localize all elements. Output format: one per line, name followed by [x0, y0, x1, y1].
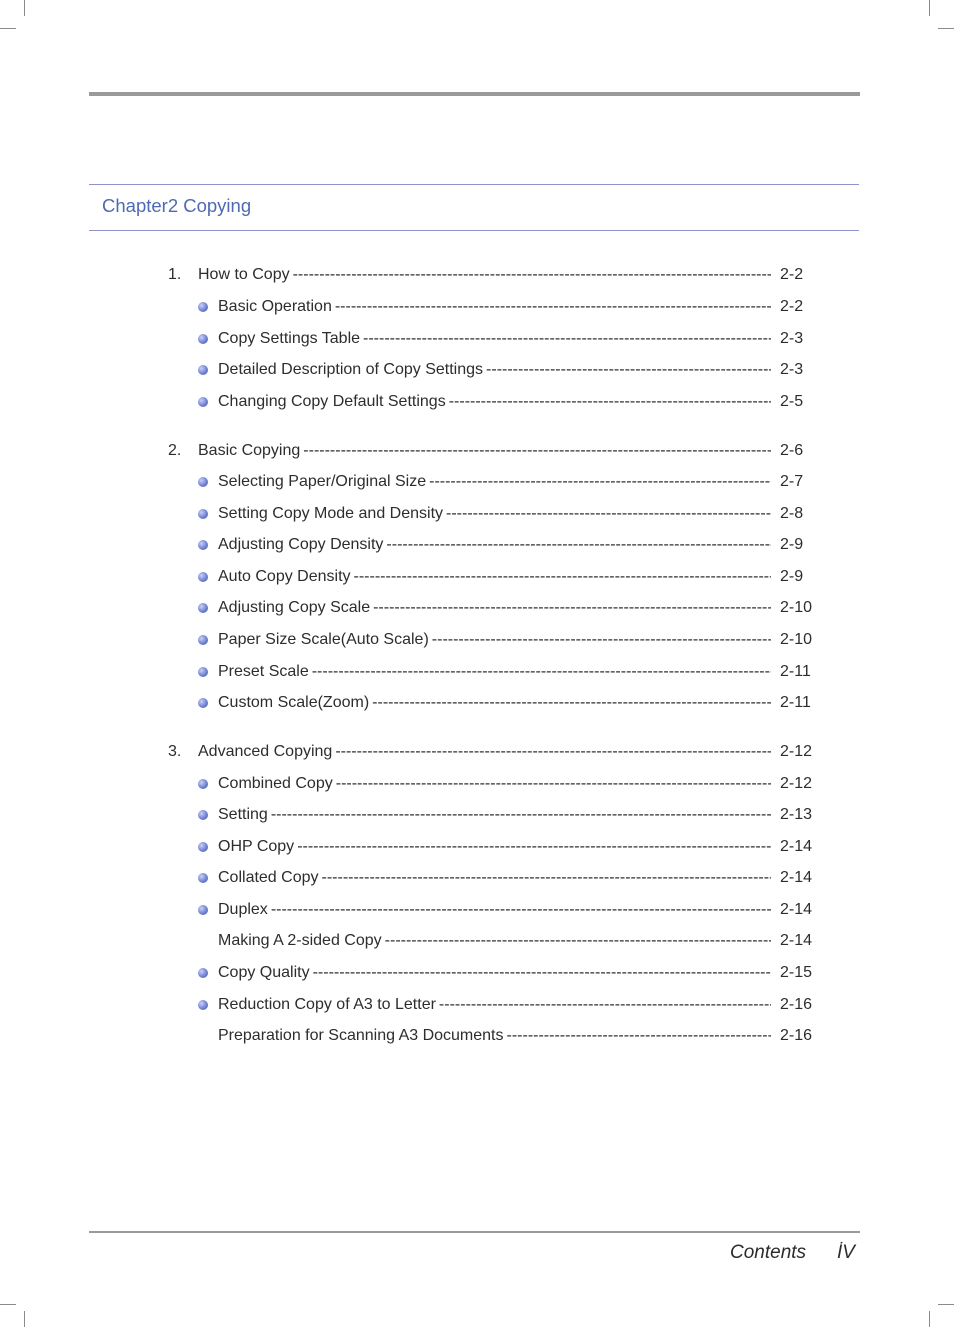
toc-entry-page: 2-10: [780, 631, 813, 648]
crop-mark: [938, 28, 954, 29]
crop-mark: [929, 0, 930, 16]
toc-entry-page: 2-2: [780, 266, 804, 283]
toc-leader: [218, 359, 771, 381]
toc-leader: [218, 661, 771, 683]
toc-entry-title: Combined Copy: [218, 775, 336, 792]
toc-entry-title: Paper Size Scale(Auto Scale): [218, 631, 432, 648]
toc-entry[interactable]: [0, 692, 954, 714]
bullet-icon: [198, 635, 208, 645]
footer-rule: [89, 1231, 860, 1233]
toc-entry[interactable]: [0, 804, 954, 826]
toc-entry[interactable]: [0, 597, 954, 619]
toc-leader: [218, 391, 771, 413]
toc-leader: [218, 534, 771, 556]
toc-entry-page: 2-13: [780, 806, 813, 823]
bullet-icon: [198, 365, 208, 375]
toc-leader: [218, 773, 771, 795]
toc-leader: [218, 503, 771, 525]
bullet-icon: [198, 397, 208, 407]
toc-entry[interactable]: [0, 359, 954, 381]
toc-entry-page: 2-8: [780, 505, 804, 522]
toc-entry-page: 2-7: [780, 473, 804, 490]
toc-entry-number: 3.: [168, 743, 182, 760]
toc-entry-title: Duplex: [218, 901, 271, 918]
toc-leader: [218, 930, 771, 952]
toc-entry-page: 2-2: [780, 298, 804, 315]
toc-entry-page: 2-14: [780, 838, 813, 855]
crop-mark: [24, 1311, 25, 1327]
toc-entry-page: 2-3: [780, 361, 804, 378]
toc-entry-page: 2-14: [780, 932, 813, 949]
crop-mark: [0, 28, 16, 29]
toc-entry[interactable]: [0, 534, 954, 556]
toc-entry[interactable]: [0, 328, 954, 350]
toc-entry-title: Adjusting Copy Scale: [218, 599, 373, 616]
toc-entry-title: Auto Copy Density: [218, 568, 354, 585]
toc-leader: [218, 296, 771, 318]
toc-leader: [218, 804, 771, 826]
toc-entry[interactable]: [0, 296, 954, 318]
bullet-icon: [198, 477, 208, 487]
footer-section-label: Contents: [730, 1242, 807, 1263]
toc-entry-page: 2-12: [780, 775, 813, 792]
toc-leader: [218, 597, 771, 619]
toc-entry-title: Basic Operation: [218, 298, 335, 315]
toc-entry-title: Adjusting Copy Density: [218, 536, 386, 553]
toc-entry-title: How to Copy: [198, 266, 293, 283]
toc-entry-page: 2-11: [780, 663, 811, 680]
toc-leader: [218, 566, 771, 588]
toc-entry[interactable]: [0, 629, 954, 651]
bullet-icon: [198, 1000, 208, 1010]
toc-leader: [218, 899, 771, 921]
bullet-icon: [198, 603, 208, 613]
toc-entry-number: 1.: [168, 266, 182, 283]
bullet-icon: [198, 810, 208, 820]
toc-entry-page: 2-16: [780, 1027, 813, 1044]
toc-entry-title: Advanced Copying: [198, 743, 335, 760]
toc-entry-title: Collated Copy: [218, 869, 322, 886]
toc-entry-title: Changing Copy Default Settings: [218, 393, 449, 410]
toc-entry-page: 2-15: [780, 964, 813, 981]
bullet-icon: [198, 779, 208, 789]
toc-entry[interactable]: [0, 994, 954, 1016]
toc-entry[interactable]: [0, 440, 954, 462]
toc-entry-title: Making A 2-sided Copy: [218, 932, 385, 949]
toc-entry-page: 2-6: [780, 442, 804, 459]
toc-leader: [218, 692, 771, 714]
toc-entry[interactable]: [0, 391, 954, 413]
bullet-icon: [198, 698, 208, 708]
toc-entry[interactable]: [0, 1025, 954, 1047]
chapter-title: Chapter2 Copying: [102, 195, 252, 216]
toc-leader: [198, 264, 771, 286]
toc-leader: [218, 962, 771, 984]
toc-leader: [218, 867, 771, 889]
toc-leader: [218, 836, 771, 858]
toc-entry-title: Setting Copy Mode and Density: [218, 505, 446, 522]
crop-mark: [929, 1311, 930, 1327]
toc-leader: [218, 328, 771, 350]
toc-entry-page: 2-5: [780, 393, 804, 410]
toc-entry-page: 2-14: [780, 901, 813, 918]
toc-entry[interactable]: [0, 930, 954, 952]
toc-entry[interactable]: [0, 741, 954, 763]
bullet-icon: [198, 334, 208, 344]
toc-entry[interactable]: [0, 836, 954, 858]
toc-entry-number: 2.: [168, 442, 182, 459]
footer-page-number: İV: [837, 1242, 855, 1263]
toc-leader: [198, 440, 771, 462]
toc-entry[interactable]: [0, 566, 954, 588]
bullet-icon: [198, 873, 208, 883]
toc-entry[interactable]: [0, 867, 954, 889]
toc-entry-page: 2-9: [780, 568, 804, 585]
toc-entry[interactable]: [0, 471, 954, 493]
bullet-icon: [198, 540, 208, 550]
toc-entry-title: Setting: [218, 806, 271, 823]
toc-entry-title: Custom Scale(Zoom): [218, 694, 372, 711]
bullet-icon: [198, 842, 208, 852]
toc-entry-title: Detailed Description of Copy Settings: [218, 361, 486, 378]
toc-entry-title: Selecting Paper/Original Size: [218, 473, 429, 490]
toc-leader: [198, 741, 771, 763]
bullet-icon: [198, 667, 208, 677]
toc-entry[interactable]: [0, 899, 954, 921]
bullet-icon: [198, 905, 208, 915]
toc-entry-page: 2-14: [780, 869, 813, 886]
bullet-icon: [198, 968, 208, 978]
toc-entry-title: Reduction Copy of A3 to Letter: [218, 996, 439, 1013]
crop-mark: [0, 1304, 16, 1305]
toc-entry-page: 2-16: [780, 996, 813, 1013]
toc-entry-title: Preparation for Scanning A3 Documents: [218, 1027, 507, 1044]
header-rule: [89, 92, 860, 96]
crop-mark: [938, 1304, 954, 1305]
toc-leader: [218, 1025, 771, 1047]
toc-entry-title: OHP Copy: [218, 838, 297, 855]
toc-entry[interactable]: [0, 503, 954, 525]
crop-mark: [24, 0, 25, 16]
toc-leader: [218, 471, 771, 493]
toc-entry-title: Copy Quality: [218, 964, 313, 981]
toc-entry[interactable]: [0, 773, 954, 795]
toc-entry-title: Preset Scale: [218, 663, 312, 680]
chapter-header: [89, 184, 859, 231]
toc-entry-title: Basic Copying: [198, 442, 303, 459]
toc-leader: [218, 994, 771, 1016]
toc-entry[interactable]: [0, 264, 954, 286]
toc-entry[interactable]: [0, 962, 954, 984]
toc-entry-page: 2-11: [780, 694, 811, 711]
toc-entry-page: 2-12: [780, 743, 813, 760]
bullet-icon: [198, 572, 208, 582]
bullet-icon: [198, 509, 208, 519]
toc-entry-page: 2-9: [780, 536, 804, 553]
bullet-icon: [198, 302, 208, 312]
toc-entry-page: 2-3: [780, 330, 804, 347]
toc-leader: [218, 629, 771, 651]
toc-entry-page: 2-10: [780, 599, 813, 616]
toc-entry-title: Copy Settings Table: [218, 330, 363, 347]
toc-entry[interactable]: [0, 661, 954, 683]
